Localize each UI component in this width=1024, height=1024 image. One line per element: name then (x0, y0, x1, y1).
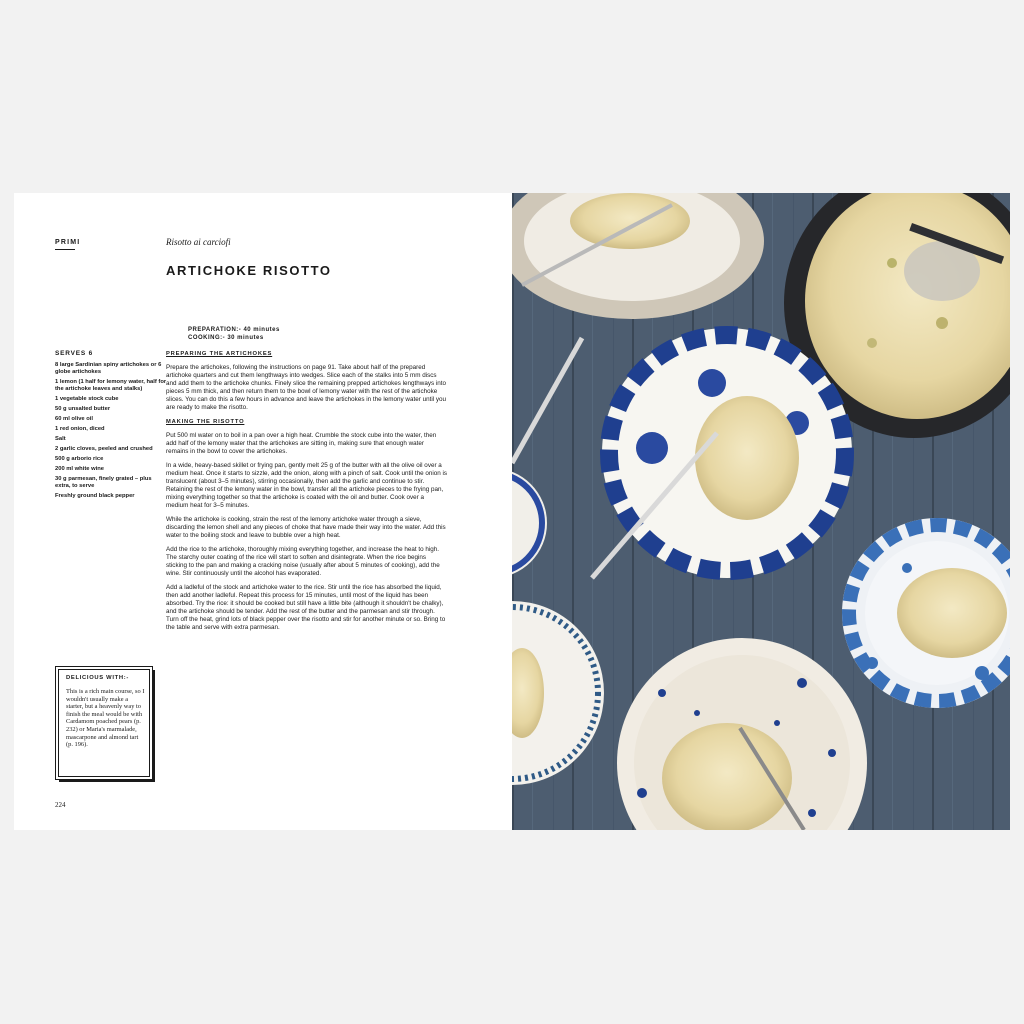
delicious-with-title: DELICIOUS WITH:- (66, 675, 130, 681)
method-heading: PREPARING THE ARTICHOKES (166, 351, 273, 357)
ingredient-item: 2 garlic cloves, peeled and crushed (55, 446, 153, 452)
section-underline (55, 249, 75, 250)
risotto-photo (512, 193, 1010, 830)
delicious-with-box (55, 666, 153, 780)
method-paragraph: Prepare the artichokes, following the instructions on page 91. Take about half of the prepared artichoke quarters and cut them lengthways into wedges. Slice each of the stalks into 5 mm discs and add them to the artichoke chunks. Finely slice the remaining prepped artichokes lengthways into pieces 5 mm thick, and then return them to the bowl of lemony water with the rest of the artichoke slices. You can do this a few hours in advance and leave the artichokes in the lemony water until you are ready to make the risotto. (166, 364, 447, 411)
method-paragraph: Put 500 ml water on to boil in a pan over a high heat. Crumble the stock cube into the water, then add half of the lemony water that the artichokes are sitting in, making sure that enough water remains in the bowl to cover the artichokes. (166, 432, 437, 455)
method-paragraph: While the artichoke is cooking, strain the rest of the lemony artichoke water through a sieve, discarding the lemon shell and any pieces of choke that have made their way into the water. Add this water to the boiling stock and leave to bubble over a high heat. (166, 516, 446, 539)
ingredient-item: 200 ml white wine (55, 466, 104, 472)
method-paragraph: Add a ladleful of the stock and artichoke water to the rice. Stir until the rice has absorbed the liquid, then add another ladleful. Repeat this process for 15 minutes, until most of the liquid has been absorbed. Try the rice: it should be cooked but still have a little bite (although it shouldn't be chalky), and the artichoke should be tender. Add the rest of the butter and the parmesan and stir through. Turn off the heat, grind lots of black pepper over the risotto and stir for another minute or so. Bring to the table and serve with extra parmesan. (166, 584, 446, 631)
ingredient-item: 1 vegetable stock cube (55, 396, 119, 402)
cook-label: COOKING:- (188, 335, 226, 341)
method-text (166, 350, 448, 638)
method-heading: MAKING THE RISOTTO (166, 419, 245, 425)
prep-value: 40 minutes (243, 327, 280, 333)
photo-page (512, 193, 1010, 830)
ingredient-item: 50 g unsalted butter (55, 406, 111, 412)
recipe-subtitle: Risotto ai carciofi (166, 237, 231, 247)
ingredient-item: Freshly ground black pepper (55, 493, 135, 499)
ingredient-item: 30 g parmesan, finely grated – plus extra, to serve (55, 476, 152, 489)
left-page (14, 193, 512, 830)
ingredient-list (55, 350, 167, 503)
book-spread (14, 193, 1010, 830)
ingredient-item: 1 lemon (1 half for lemony water, half for the artichoke leaves and stalks) (55, 379, 167, 392)
recipe-title: ARTICHOKE RISOTTO (166, 263, 332, 278)
page-number: 224 (55, 801, 66, 809)
ingredient-item: 500 g arborio rice (55, 456, 104, 462)
ingredient-item: 8 large Sardinian spiny artichokes or 6 globe artichokes (55, 362, 162, 375)
method-paragraph: In a wide, heavy-based skillet or frying pan, gently melt 25 g of the butter with all the olive oil over a medium heat. Once it starts to sizzle, add the onion, along with a pinch of salt. Cook until the onion is translucent (about 3–5 minutes), stirring occasionally, then add the garlic and continue to stir. Retaining the rest of the lemony water in the bowl, transfer all the artichoke pieces to the frying pan, mixing everything together so that the artichoke is coated with the oil and butter. Cook over a medium heat for 3–5 minutes. (166, 462, 448, 509)
method-paragraph: Add the rice to the artichoke, thoroughly mixing everything together, and increase the heat to high. The starchy outer coating of the rice will start to soften and disintegrate. When the rice begins sticking to the pan and making a cracking noise (usually after about 5 minutes of cooking), add the wine. Stir continuously until the alcohol has evaporated. (166, 546, 440, 577)
delicious-with-text: This is a rich main course, so I wouldn't usually make a starter, but a heavenly way to finish the meal would be with Cardamom poached pears (p. 232) or Maria's marmalade, mascarpone and almond tart (p. 196). (66, 688, 145, 749)
cook-value: 30 minutes (227, 335, 264, 341)
serves-label: SERVES 6 (55, 350, 94, 357)
recipe-times (188, 326, 280, 342)
section-label: PRIMI (55, 239, 81, 246)
ingredient-item: 1 red onion, diced (55, 426, 105, 432)
ingredient-item: 60 ml olive oil (55, 416, 94, 422)
ingredient-item: Salt (55, 436, 66, 442)
prep-label: PREPARATION:- (188, 327, 242, 333)
